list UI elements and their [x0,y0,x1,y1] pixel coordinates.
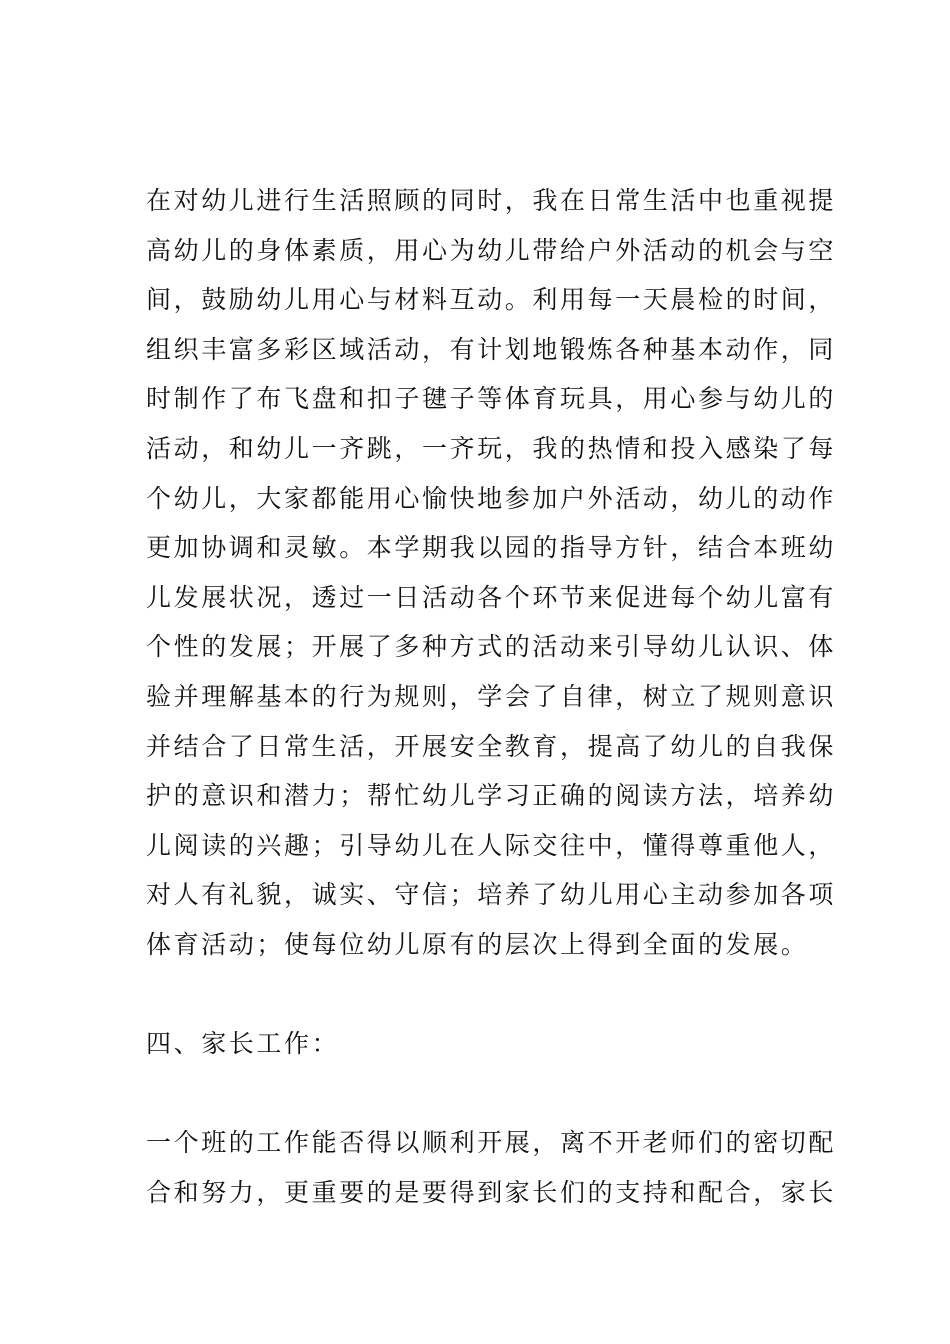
text-line: 一个班的工作能否得以顺利开展，离不开老师们的密切配 [146,1128,837,1158]
text-line: 个幼儿，大家都能用心愉快地参加户外活动，幼儿的动作 [146,483,837,513]
text-line: 在对幼儿进行生活照顾的同时，我在日常生活中也重视提 [146,186,837,215]
section-heading: 四、家长工作： [146,1029,340,1059]
text-line: 合和努力，更重要的是要得到家长们的支持和配合，家长 [146,1177,837,1207]
paragraph-childcare [146,176,837,970]
paragraph-spacer [146,1069,810,1119]
text-line: 个性的发展；开展了多种方式的活动来引导幼儿认识、体 [146,632,837,662]
paragraph-parent-work [146,1118,837,1217]
text-line: 间，鼓励幼儿用心与材料互动。利用每一天晨检的时间， [146,285,837,315]
text-line: 并结合了日常生活，开展安全教育，提高了幼儿的自我保 [146,731,837,761]
text-line: 体育活动；使每位幼儿原有的层次上得到全面的发展。 [146,929,809,959]
text-line: 更加协调和灵敏。本学期我以园的指导方针，结合本班幼 [146,533,837,563]
text-line: 对人有礼貌，诚实、守信；培养了幼儿用心主动参加各项 [146,880,837,910]
text-line: 验并理解基本的行为规则，学会了自律，树立了规则意识 [146,681,837,711]
text-line: 儿发展状况，透过一日活动各个环节来促进每个幼儿富有 [146,582,837,612]
text-line: 组织丰富多彩区域活动，有计划地锻炼各种基本动作，同 [146,334,837,364]
text-line: 护的意识和潜力；帮忙幼儿学习正确的阅读方法，培养幼 [146,781,837,811]
text-line: 时制作了布飞盘和扣子毽子等体育玩具，用心参与幼儿的 [146,384,837,414]
text-line: 活动，和幼儿一齐跳，一齐玩，我的热情和投入感染了每 [146,433,837,463]
text-line: 儿阅读的兴趣；引导幼儿在人际交往中，懂得尊重他人， [146,830,837,860]
paragraph-spacer [146,970,810,1020]
text-line: 高幼儿的身体素质，用心为幼儿带给户外活动的机会与空 [146,235,837,265]
document-body [146,176,837,1217]
